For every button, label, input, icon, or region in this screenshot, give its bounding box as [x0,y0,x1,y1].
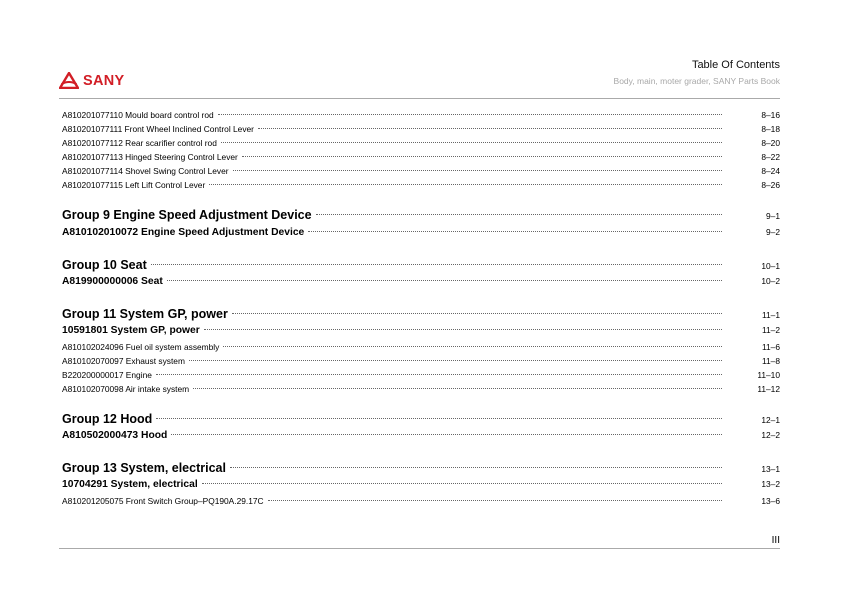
toc-entry-page: 10–1 [761,261,780,271]
toc-entry-title: A810201077113 Hinged Steering Control Lever [62,152,238,162]
toc-entry-title: Group 10 Seat [62,258,147,272]
toc-entry[interactable] [62,342,780,352]
toc-leader-dots [209,184,722,185]
toc-entry-title: A810102010072 Engine Speed Adjustment Device [62,227,305,238]
toc-entry-title: A810102070098 Air intake system [62,384,190,394]
toc-entry[interactable] [62,180,780,190]
toc-entry-title: A819900000006 Seat [62,276,163,287]
toc-group-heading[interactable] [62,412,780,426]
toc-entry-title: A810102070097 Exhaust system [62,356,185,366]
toc-entry-page: 11–6 [761,342,780,352]
toc-entry-page: 11–8 [761,356,780,366]
toc-entry-page: 11–10 [757,370,780,380]
toc-entry[interactable] [62,356,780,366]
header-subtitle: Body, main, moter grader, SANY Parts Book [613,76,780,86]
toc-entry[interactable] [62,370,780,380]
toc-entry-title: A810502000473 Hood [62,430,168,441]
toc-entry-title: A810201077111 Front Wheel Inclined Control Lever [62,124,254,134]
toc-entry[interactable] [62,166,780,176]
toc-entry-title: 10591801 System GP, power [62,325,200,336]
page-number: III [771,535,780,546]
toc-group-heading[interactable] [62,258,780,272]
toc-entry-title: A810102024096 Fuel oil system assembly [62,342,220,352]
toc-leader-dots [151,264,722,265]
toc-entry-page: 13–6 [761,496,780,506]
logo-text: SANY [83,72,125,89]
toc-entry-page: 12–2 [761,430,780,440]
toc-entry-title: B220200000017 Engine [62,370,152,380]
toc-entry-title: A810201077114 Shovel Swing Control Lever [62,166,229,176]
sany-logo [59,72,125,89]
toc-leader-dots [202,483,722,484]
toc-leader-dots [223,346,722,347]
toc-entry-page: 8–16 [761,110,780,120]
toc-subgroup-heading[interactable] [62,479,780,490]
toc-leader-dots [189,360,722,361]
toc-entry-title: Group 9 Engine Speed Adjustment Device [62,208,312,222]
toc-entry-title: A810201077112 Rear scarifier control rod [62,138,217,148]
toc-entry-title: 10704291 System, electrical [62,479,198,490]
toc-leader-dots [230,467,722,468]
toc-leader-dots [242,156,722,157]
toc-subgroup-heading[interactable] [62,430,780,441]
sany-logo-icon [59,72,79,89]
toc-leader-dots [233,170,722,171]
toc-entry-title: A810201077110 Mould board control rod [62,110,214,120]
toc-leader-dots [156,374,722,375]
toc-entry-title: Group 11 System GP, power [62,307,228,321]
toc-entry[interactable] [62,124,780,134]
toc-entry-page: 8–26 [761,180,780,190]
toc-entry[interactable] [62,384,780,394]
toc-entry-page: 8–24 [761,166,780,176]
toc-entry[interactable] [62,110,780,120]
toc-leader-dots [171,434,722,435]
toc-leader-dots [167,280,722,281]
header-title: Table Of Contents [691,59,780,71]
toc-entry-page: 10–2 [761,276,780,286]
toc-entry-page: 11–12 [757,384,780,394]
toc-entry-title: Group 12 Hood [62,412,153,426]
toc-leader-dots [218,114,722,115]
toc-entry-title: A810201205075 Front Switch Group–PQ190A.29.17C [62,496,264,506]
toc-entry-page: 13–1 [761,464,780,474]
toc-group-heading[interactable] [62,208,780,222]
toc-entry[interactable] [62,138,780,148]
toc-leader-dots [204,329,722,330]
toc-entry[interactable] [62,496,780,506]
toc-entry[interactable] [62,152,780,162]
toc-entry-title: Group 13 System, electrical [62,461,226,475]
toc-subgroup-heading[interactable] [62,325,780,336]
toc-entry-page: 8–20 [761,138,780,148]
toc-group-heading[interactable] [62,461,780,475]
toc-group-heading[interactable] [62,307,780,321]
toc-leader-dots [156,418,722,419]
toc-entry-page: 11–1 [761,310,780,320]
toc-leader-dots [316,214,722,215]
toc-entry-page: 9–1 [766,211,780,221]
toc-entry-page: 9–2 [766,227,780,237]
footer-rule [59,548,780,549]
toc-leader-dots [268,500,722,501]
toc-leader-dots [221,142,722,143]
toc-leader-dots [193,388,722,389]
toc-leader-dots [258,128,722,129]
toc-entry-page: 12–1 [761,415,780,425]
header-rule [59,98,780,99]
toc-entry-page: 13–2 [761,479,780,489]
toc-leader-dots [232,313,722,314]
toc-subgroup-heading[interactable] [62,227,780,238]
toc-entry-page: 11–2 [761,325,780,335]
toc-subgroup-heading[interactable] [62,276,780,287]
toc-entry-page: 8–22 [761,152,780,162]
toc-entry-title: A810201077115 Left Lift Control Lever [62,180,206,190]
toc-entry-page: 8–18 [761,124,780,134]
toc-leader-dots [308,231,722,232]
